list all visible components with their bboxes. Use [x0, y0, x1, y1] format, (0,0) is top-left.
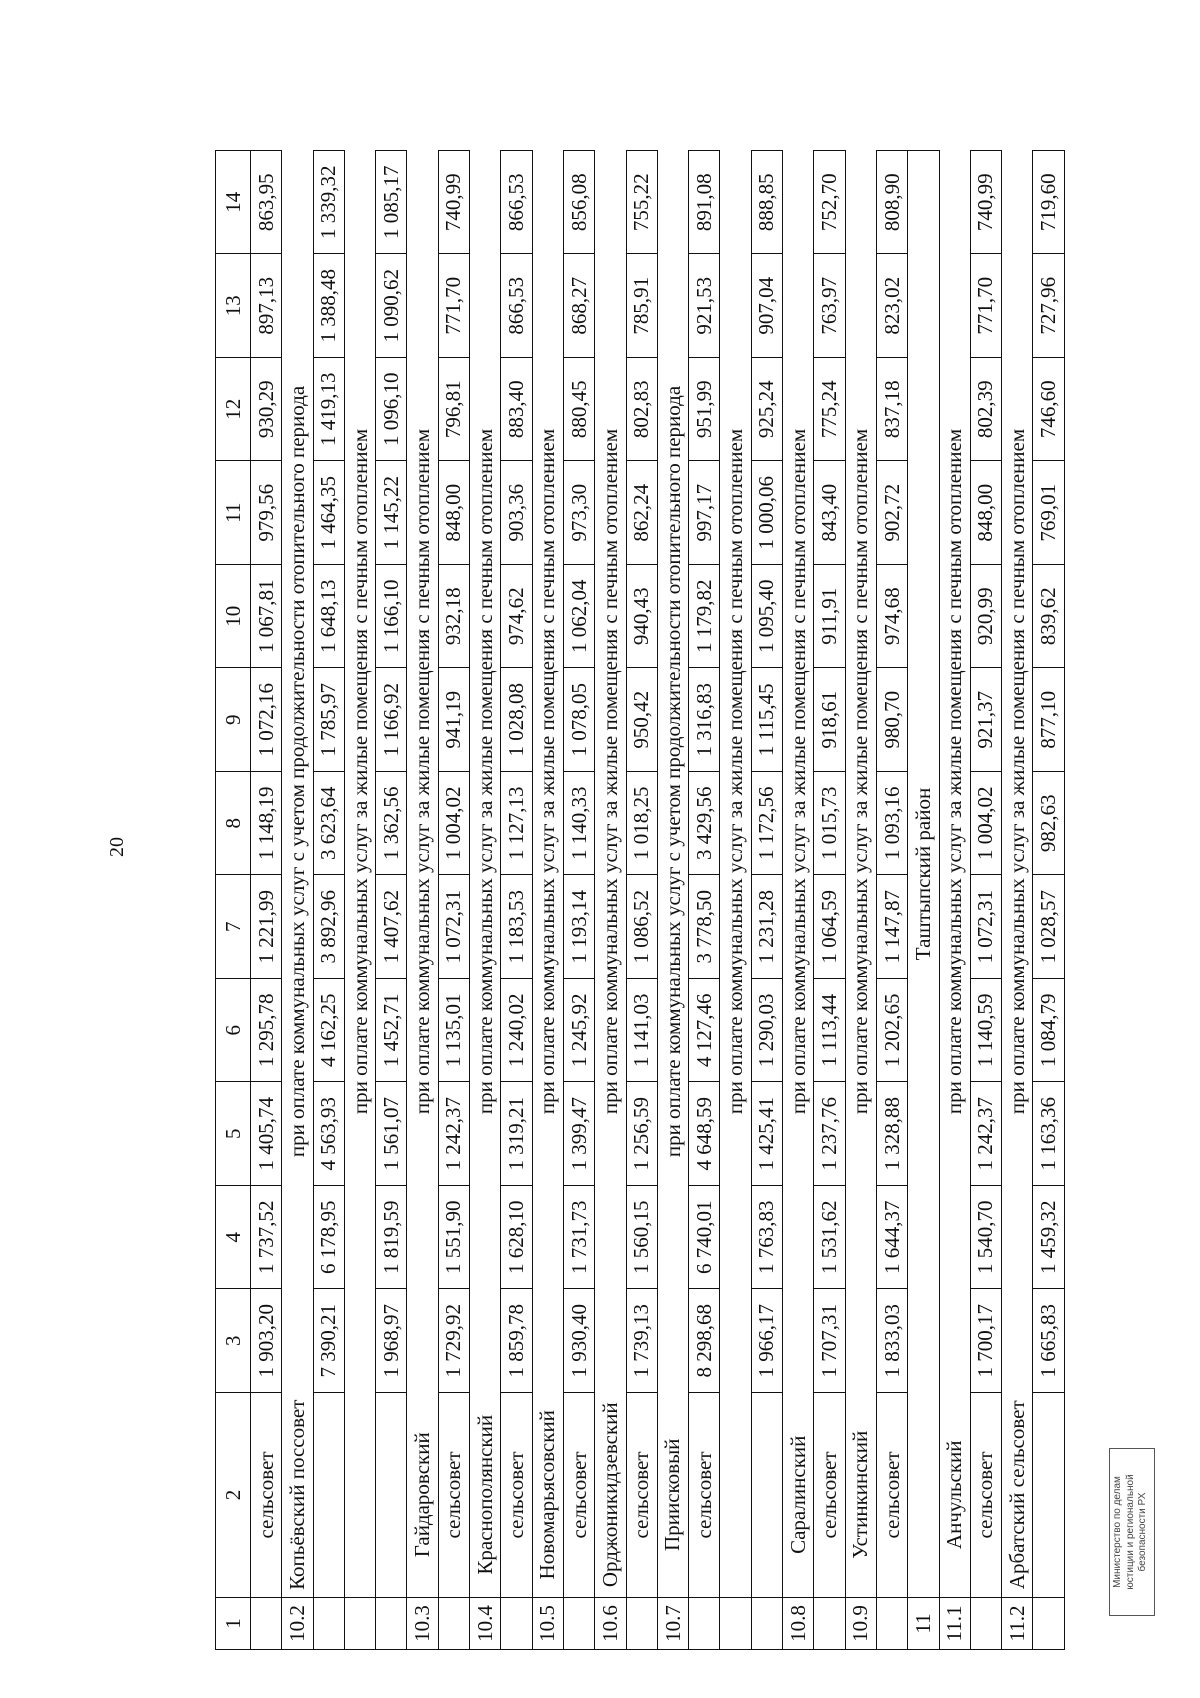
column-header: 14 — [216, 151, 251, 255]
value-cell: 1 004,02 — [438, 772, 469, 876]
value-cell: 877,10 — [1033, 668, 1065, 772]
row-index — [438, 1598, 469, 1650]
caption-row — [470, 151, 501, 1650]
stamp-line: безопасности РХ — [1137, 1492, 1148, 1572]
row-index: 10.8 — [783, 1598, 814, 1650]
value-cell: 1 561,07 — [376, 1082, 407, 1186]
caption-row — [845, 151, 876, 1650]
district-title: Таштыпский район — [908, 151, 939, 1598]
value-cell: 3 429,56 — [689, 772, 720, 876]
value-cell: 883,40 — [501, 358, 532, 462]
value-cell: 1 242,37 — [438, 1082, 469, 1186]
value-cell: 1 362,56 — [376, 772, 407, 876]
value-cell: 1 531,62 — [814, 1186, 845, 1290]
column-header: 8 — [216, 772, 251, 876]
value-cell: 880,45 — [563, 358, 594, 462]
value-cell: 911,91 — [814, 565, 845, 669]
value-cell: 740,99 — [970, 151, 1001, 255]
value-cell: 897,13 — [251, 254, 282, 358]
value-cell: 903,36 — [501, 461, 532, 565]
row-index — [814, 1598, 845, 1650]
caption-row — [720, 151, 751, 1650]
value-cell: 1 028,57 — [1033, 875, 1065, 979]
row-index: 11.1 — [939, 1598, 970, 1650]
value-cell: 848,00 — [438, 461, 469, 565]
stamp-line: юстиции и региональной — [1124, 1474, 1136, 1590]
caption-row — [532, 151, 563, 1650]
value-cell: 1 062,04 — [563, 565, 594, 669]
payment-condition-caption: при оплате коммунальных услуг за жилые помещения с печным отоплением — [1002, 151, 1033, 1393]
value-cell: 920,99 — [970, 565, 1001, 669]
value-cell: 769,01 — [1033, 461, 1065, 565]
district-row — [908, 151, 939, 1650]
value-cell: 1 560,15 — [626, 1186, 657, 1290]
value-cell: 808,90 — [876, 151, 907, 255]
value-cell: 866,53 — [501, 254, 532, 358]
caption-row — [407, 151, 438, 1650]
value-cell: 796,81 — [438, 358, 469, 462]
value-cell: 1 140,59 — [970, 979, 1001, 1083]
settlement-name: Гайдаровский — [407, 1393, 438, 1598]
value-cell: 802,39 — [970, 358, 1001, 462]
value-cell: 1 628,10 — [501, 1186, 532, 1290]
settlement-name: Саралинский — [783, 1393, 814, 1598]
value-cell: 940,43 — [626, 565, 657, 669]
row-index: 10.6 — [595, 1598, 626, 1650]
value-cell: 862,24 — [626, 461, 657, 565]
caption-row — [783, 151, 814, 1650]
table-body — [251, 151, 1065, 1650]
value-cell: 974,68 — [876, 565, 907, 669]
row-index: 11 — [908, 1598, 939, 1650]
column-header: 6 — [216, 979, 251, 1083]
value-cell: 3 623,64 — [313, 772, 344, 876]
settlement-name: сельсовет — [626, 1393, 657, 1598]
value-cell: 888,85 — [751, 151, 782, 255]
column-header: 12 — [216, 358, 251, 462]
value-cell: 1 452,71 — [376, 979, 407, 1083]
row-index — [251, 1598, 282, 1650]
column-header: 3 — [216, 1289, 251, 1393]
value-cell: 863,95 — [251, 151, 282, 255]
value-cell: 950,42 — [626, 668, 657, 772]
row-index: 11.2 — [1002, 1598, 1033, 1650]
value-cell: 941,19 — [438, 668, 469, 772]
value-cell: 1 316,83 — [689, 668, 720, 772]
table-row — [438, 151, 469, 1650]
value-cell: 1 147,87 — [876, 875, 907, 979]
caption-row — [282, 151, 313, 1650]
value-cell: 823,02 — [876, 254, 907, 358]
table-row — [1033, 151, 1065, 1650]
settlement-name — [313, 1393, 344, 1598]
value-cell: 1 231,28 — [751, 875, 782, 979]
settlement-name — [376, 1393, 407, 1598]
value-cell: 785,91 — [626, 254, 657, 358]
value-cell: 1 903,20 — [251, 1289, 282, 1393]
value-cell: 1 464,35 — [313, 461, 344, 565]
value-cell: 1 096,10 — [376, 358, 407, 462]
ministry-stamp — [1109, 1448, 1155, 1616]
value-cell: 1 833,03 — [876, 1289, 907, 1393]
value-cell: 1 419,13 — [313, 358, 344, 462]
value-cell: 1 242,37 — [970, 1082, 1001, 1186]
value-cell: 1 240,02 — [501, 979, 532, 1083]
table-row — [814, 151, 845, 1650]
value-cell: 1 179,82 — [689, 565, 720, 669]
settlement-name — [720, 1393, 751, 1598]
table-row — [876, 151, 907, 1650]
value-cell: 843,40 — [814, 461, 845, 565]
value-cell: 4 127,46 — [689, 979, 720, 1083]
value-cell: 1 763,83 — [751, 1186, 782, 1290]
value-cell: 921,53 — [689, 254, 720, 358]
value-cell: 771,70 — [438, 254, 469, 358]
value-cell: 1 095,40 — [751, 565, 782, 669]
table-row — [251, 151, 282, 1650]
value-cell: 1 140,33 — [563, 772, 594, 876]
column-header: 5 — [216, 1082, 251, 1186]
settlement-name — [344, 1393, 375, 1598]
row-index: 10.3 — [407, 1598, 438, 1650]
value-cell: 1 319,21 — [501, 1082, 532, 1186]
value-cell: 1 930,40 — [563, 1289, 594, 1393]
payment-condition-caption: при оплате коммунальных услуг за жилые помещения с печным отоплением — [344, 151, 375, 1393]
settlement-name — [1033, 1393, 1065, 1598]
value-cell: 1 295,78 — [251, 979, 282, 1083]
value-cell: 4 162,25 — [313, 979, 344, 1083]
value-cell: 1 648,13 — [313, 565, 344, 669]
value-cell: 1 093,16 — [876, 772, 907, 876]
settlement-name: сельсовет — [563, 1393, 594, 1598]
column-header: 11 — [216, 461, 251, 565]
value-cell: 1 966,17 — [751, 1289, 782, 1393]
payment-condition-caption: при оплате коммунальных услуг за жилые помещения с печным отоплением — [532, 151, 563, 1393]
settlement-name: Краснополянский — [470, 1393, 501, 1598]
table-row — [970, 151, 1001, 1650]
value-cell: 1 072,16 — [251, 668, 282, 772]
value-cell: 719,60 — [1033, 151, 1065, 255]
value-cell: 6 740,01 — [689, 1186, 720, 1290]
value-cell: 1 290,03 — [751, 979, 782, 1083]
value-cell: 1 729,92 — [438, 1289, 469, 1393]
row-index — [344, 1598, 375, 1650]
value-cell: 921,37 — [970, 668, 1001, 772]
value-cell: 839,62 — [1033, 565, 1065, 669]
value-cell: 1 644,37 — [876, 1186, 907, 1290]
value-cell: 1 256,59 — [626, 1082, 657, 1186]
value-cell: 4 563,93 — [313, 1082, 344, 1186]
value-cell: 1 085,17 — [376, 151, 407, 255]
value-cell: 980,70 — [876, 668, 907, 772]
value-cell: 866,53 — [501, 151, 532, 255]
value-cell: 752,70 — [814, 151, 845, 255]
value-cell: 1 086,52 — [626, 875, 657, 979]
settlement-name: сельсовет — [501, 1393, 532, 1598]
value-cell: 1 731,73 — [563, 1186, 594, 1290]
value-cell: 1 739,13 — [626, 1289, 657, 1393]
value-cell: 918,61 — [814, 668, 845, 772]
settlement-name: Орджоникидзевский — [595, 1393, 626, 1598]
value-cell: 925,24 — [751, 358, 782, 462]
value-cell: 1 166,10 — [376, 565, 407, 669]
payment-condition-caption: при оплате коммунальных услуг за жилые помещения с печным отоплением — [783, 151, 814, 1393]
settlement-name: Устинкинский — [845, 1393, 876, 1598]
row-index — [376, 1598, 407, 1650]
value-cell: 1 399,47 — [563, 1082, 594, 1186]
value-cell: 727,96 — [1033, 254, 1065, 358]
payment-condition-caption: при оплате коммунальных услуг за жилые помещения с печным отоплением — [720, 151, 751, 1393]
value-cell: 1 000,06 — [751, 461, 782, 565]
value-cell: 740,99 — [438, 151, 469, 255]
settlement-name: сельсовет — [689, 1393, 720, 1598]
value-cell: 1 859,78 — [501, 1289, 532, 1393]
value-cell: 1 072,31 — [970, 875, 1001, 979]
settlement-name: Новомарьясовский — [532, 1393, 563, 1598]
value-cell: 1 700,17 — [970, 1289, 1001, 1393]
tariff-table — [215, 150, 1065, 1650]
table-row — [376, 151, 407, 1650]
settlement-name: Анчульский — [939, 1393, 970, 1598]
value-cell: 1 237,76 — [814, 1082, 845, 1186]
row-index — [1033, 1598, 1065, 1650]
value-cell: 1 819,59 — [376, 1186, 407, 1290]
table-row — [313, 151, 344, 1650]
value-cell: 930,29 — [251, 358, 282, 462]
row-index — [501, 1598, 532, 1650]
value-cell: 1 193,14 — [563, 875, 594, 979]
value-cell: 1 115,45 — [751, 668, 782, 772]
value-cell: 1 145,22 — [376, 461, 407, 565]
value-cell: 746,60 — [1033, 358, 1065, 462]
value-cell: 1 339,32 — [313, 151, 344, 255]
settlement-name: сельсовет — [970, 1393, 1001, 1598]
value-cell: 1 067,81 — [251, 565, 282, 669]
value-cell: 1 459,32 — [1033, 1186, 1065, 1290]
value-cell: 837,18 — [876, 358, 907, 462]
value-cell: 1 113,44 — [814, 979, 845, 1083]
value-cell: 951,99 — [689, 358, 720, 462]
caption-row — [1002, 151, 1033, 1650]
row-index — [720, 1598, 751, 1650]
value-cell: 763,97 — [814, 254, 845, 358]
value-cell: 1 405,74 — [251, 1082, 282, 1186]
value-cell: 1 968,97 — [376, 1289, 407, 1393]
value-cell: 755,22 — [626, 151, 657, 255]
column-header: 2 — [216, 1393, 251, 1598]
column-header: 1 — [216, 1598, 251, 1650]
value-cell: 1 028,08 — [501, 668, 532, 772]
payment-condition-caption: при оплате коммунальных услуг за жилые помещения с печным отоплением — [939, 151, 970, 1393]
value-cell: 1 015,73 — [814, 772, 845, 876]
value-cell: 1 785,97 — [313, 668, 344, 772]
value-cell: 907,04 — [751, 254, 782, 358]
value-cell: 4 648,59 — [689, 1082, 720, 1186]
row-index — [876, 1598, 907, 1650]
tariff-table-container — [215, 150, 1065, 1650]
table-row — [563, 151, 594, 1650]
settlement-name: Арбатский сельсовет — [1002, 1393, 1033, 1598]
column-header: 7 — [216, 875, 251, 979]
column-header: 4 — [216, 1186, 251, 1290]
table-row — [689, 151, 720, 1650]
column-header: 13 — [216, 254, 251, 358]
value-cell: 868,27 — [563, 254, 594, 358]
settlement-name: сельсовет — [251, 1393, 282, 1598]
settlement-name: сельсовет — [438, 1393, 469, 1598]
row-index — [689, 1598, 720, 1650]
caption-row — [657, 151, 688, 1650]
payment-condition-caption: при оплате коммунальных услуг с учетом продолжительности отопительного периода — [282, 151, 313, 1393]
value-cell: 802,83 — [626, 358, 657, 462]
table-row — [501, 151, 532, 1650]
settlement-name: Копьёвский поссовет — [282, 1393, 313, 1598]
row-index — [563, 1598, 594, 1650]
value-cell: 1 540,70 — [970, 1186, 1001, 1290]
settlement-name: сельсовет — [814, 1393, 845, 1598]
caption-row — [344, 151, 375, 1650]
row-index — [751, 1598, 782, 1650]
value-cell: 1 135,01 — [438, 979, 469, 1083]
value-cell: 6 178,95 — [313, 1186, 344, 1290]
value-cell: 982,63 — [1033, 772, 1065, 876]
row-index: 10.9 — [845, 1598, 876, 1650]
row-index — [626, 1598, 657, 1650]
value-cell: 7 390,21 — [313, 1289, 344, 1393]
table-row — [626, 151, 657, 1650]
row-index — [970, 1598, 1001, 1650]
value-cell: 973,30 — [563, 461, 594, 565]
value-cell: 1 141,03 — [626, 979, 657, 1083]
payment-condition-caption: при оплате коммунальных услуг за жилые помещения с печным отоплением — [595, 151, 626, 1393]
value-cell: 1 078,05 — [563, 668, 594, 772]
value-cell: 1 004,02 — [970, 772, 1001, 876]
value-cell: 997,17 — [689, 461, 720, 565]
stamp-line: Министерство по делам — [1112, 1476, 1123, 1588]
column-header: 10 — [216, 565, 251, 669]
value-cell: 3 892,96 — [313, 875, 344, 979]
row-index: 10.5 — [532, 1598, 563, 1650]
value-cell: 902,72 — [876, 461, 907, 565]
value-cell: 3 778,50 — [689, 875, 720, 979]
column-header: 9 — [216, 668, 251, 772]
caption-row — [939, 151, 970, 1650]
value-cell: 1 148,19 — [251, 772, 282, 876]
value-cell: 974,62 — [501, 565, 532, 669]
value-cell: 1 221,99 — [251, 875, 282, 979]
value-cell: 775,24 — [814, 358, 845, 462]
value-cell: 1 737,52 — [251, 1186, 282, 1290]
value-cell: 932,18 — [438, 565, 469, 669]
value-cell: 1 202,65 — [876, 979, 907, 1083]
row-index: 10.4 — [470, 1598, 501, 1650]
value-cell: 848,00 — [970, 461, 1001, 565]
value-cell: 891,08 — [689, 151, 720, 255]
value-cell: 1 018,25 — [626, 772, 657, 876]
value-cell: 1 665,83 — [1033, 1289, 1065, 1393]
value-cell: 1 166,92 — [376, 668, 407, 772]
value-cell: 1 551,90 — [438, 1186, 469, 1290]
value-cell: 856,08 — [563, 151, 594, 255]
value-cell: 1 245,92 — [563, 979, 594, 1083]
row-index: 10.2 — [282, 1598, 313, 1650]
payment-condition-caption: при оплате коммунальных услуг с учетом продолжительности отопительного периода — [657, 151, 688, 1393]
settlement-name — [751, 1393, 782, 1598]
value-cell: 1 183,53 — [501, 875, 532, 979]
row-index — [313, 1598, 344, 1650]
page-number: 20 — [106, 837, 128, 857]
value-cell: 979,56 — [251, 461, 282, 565]
payment-condition-caption: при оплате коммунальных услуг за жилые помещения с печным отоплением — [845, 151, 876, 1393]
value-cell: 1 388,48 — [313, 254, 344, 358]
value-cell: 1 328,88 — [876, 1082, 907, 1186]
value-cell: 1 407,62 — [376, 875, 407, 979]
value-cell: 1 127,13 — [501, 772, 532, 876]
value-cell: 8 298,68 — [689, 1289, 720, 1393]
value-cell: 1 072,31 — [438, 875, 469, 979]
value-cell: 1 425,41 — [751, 1082, 782, 1186]
value-cell: 1 707,31 — [814, 1289, 845, 1393]
caption-row — [595, 151, 626, 1650]
payment-condition-caption: при оплате коммунальных услуг за жилые помещения с печным отоплением — [470, 151, 501, 1393]
value-cell: 1 090,62 — [376, 254, 407, 358]
value-cell: 1 172,56 — [751, 772, 782, 876]
payment-condition-caption: при оплате коммунальных услуг за жилые помещения с печным отоплением — [407, 151, 438, 1393]
row-index: 10.7 — [657, 1598, 688, 1650]
value-cell: 1 064,59 — [814, 875, 845, 979]
value-cell: 1 163,36 — [1033, 1082, 1065, 1186]
value-cell: 771,70 — [970, 254, 1001, 358]
table-header-row — [216, 151, 251, 1650]
settlement-name: сельсовет — [876, 1393, 907, 1598]
table-row — [751, 151, 782, 1650]
value-cell: 1 084,79 — [1033, 979, 1065, 1083]
settlement-name: Приисковый — [657, 1393, 688, 1598]
